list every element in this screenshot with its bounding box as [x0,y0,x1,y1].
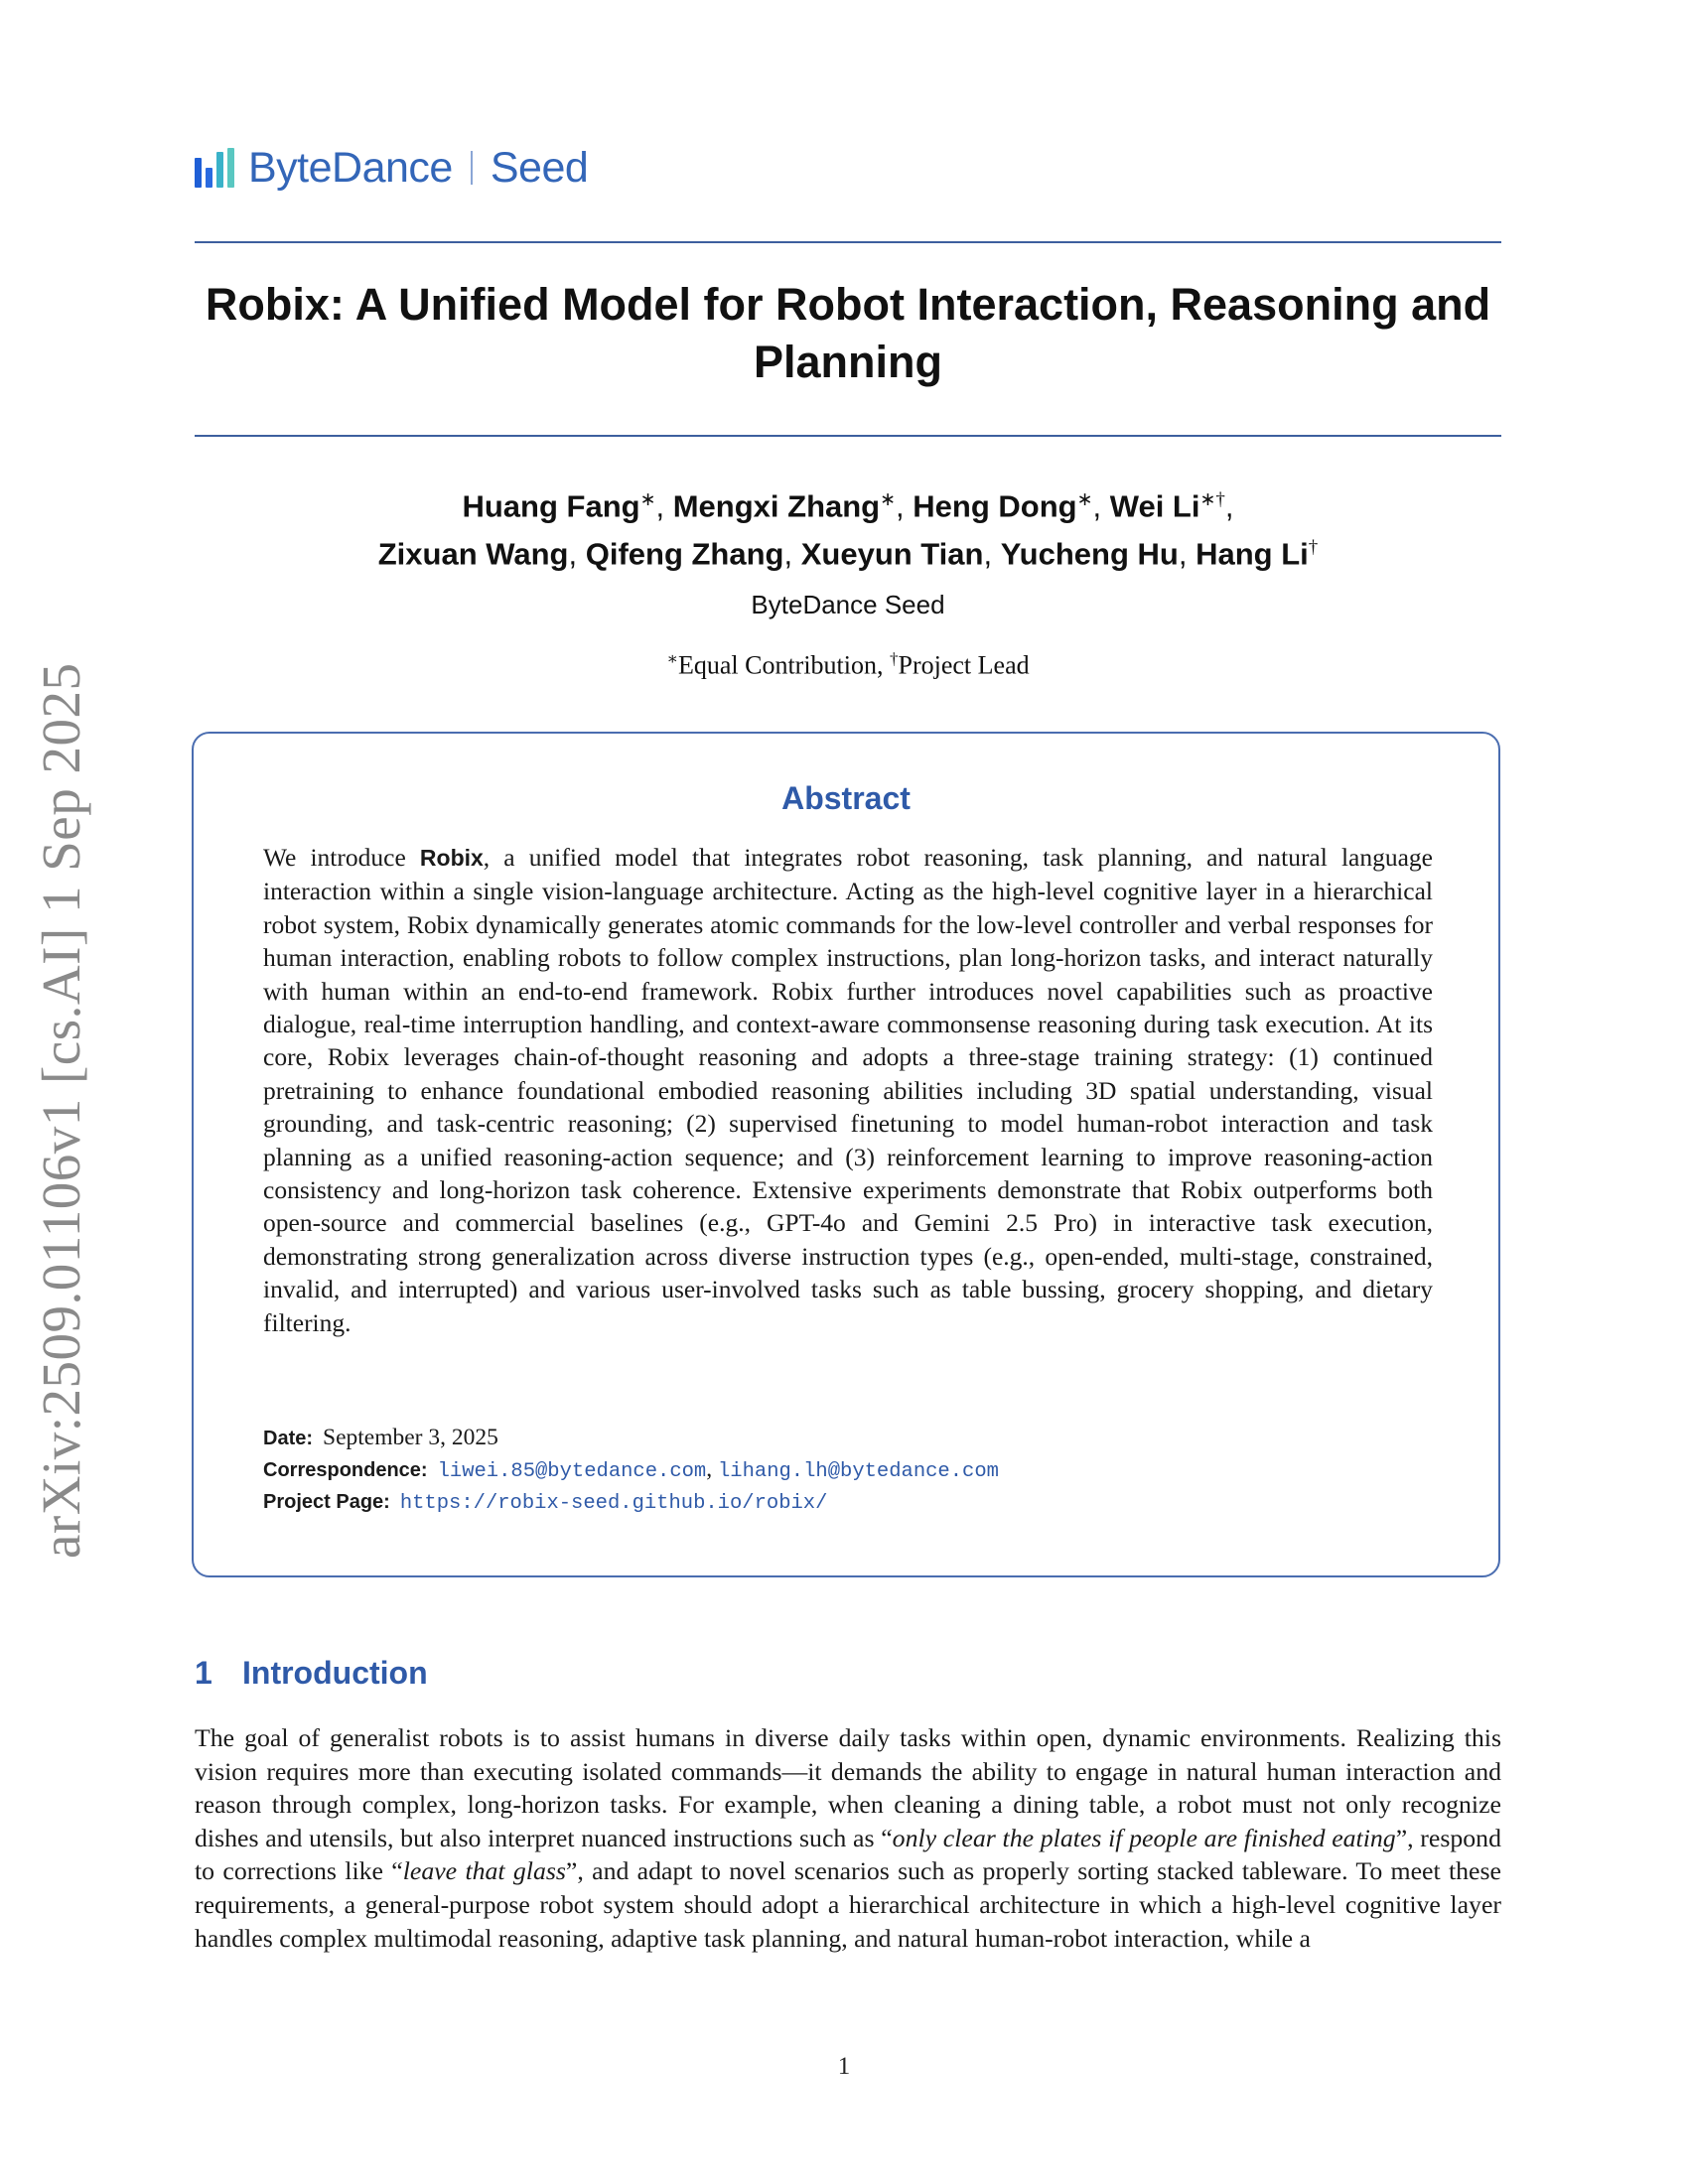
author: Wei Li [1109,488,1200,524]
contribution-note: ∗Equal Contribution, †Project Lead [666,649,1030,680]
affiliation: ByteDance Seed [751,590,945,619]
author-list [195,479,1501,576]
author: Zixuan Wang [377,536,569,572]
author-line-1: Huang Fang∗, Mengxi Zhang∗, Heng Dong∗, Wei Li∗†, [462,488,1234,524]
author: Mengxi Zhang [672,488,881,524]
project-page-link[interactable]: https://robix-seed.github.io/robix/ [399,1492,828,1515]
paper-title: Robix: A Unified Model for Robot Interaction, Reasoning and Planning [205,279,1491,387]
author-mark: ∗ [639,489,656,510]
author: Hang Li [1196,536,1309,572]
section-number: 1 [195,1655,212,1691]
date-row: Date: September 3, 2025 [263,1425,498,1450]
correspondence-row: Correspondence: liwei.85@bytedance.com, lihang.lh@bytedance.com [263,1456,999,1483]
author: Huang Fang [462,488,640,524]
logo-divider [471,151,473,185]
page-number: 1 [837,2053,851,2080]
logo-product: Seed [490,143,589,192]
bytedance-seed-logo [195,145,588,191]
author: Xueyun Tian [800,536,984,572]
title-bottom-rule [195,435,1501,437]
author-line-2: Zixuan Wang, Qifeng Zhang, Xueyun Tian, Yucheng Hu, Hang Li† [377,536,1319,572]
title-top-rule [195,241,1501,243]
abstract-text: We introduce Robix, a unified model that integrates robot reasoning, task planning, and natural language interaction within a single vision-language architecture. Acting as the high-level cognitive layer in a hierarchical robot system, Robix dynamically generates atomic commands for the low-level controller and verbal responses for human interaction, enabling robots to follow complex instructions, plan long-horizon tasks, and interact naturally with human within an end-to-end framework. Robix further introduces novel capabilities such as proactive dialogue, real-time interruption handling, and context-aware commonsense reasoning during task execution. At its core, Robix leverages chain-of-thought reasoning and adopts a three-stage training strategy: (1) continued pretraining to enhance foundational embodied reasoning abilities including 3D spatial understanding, visual grounding, and task-centric reasoning; (2) supervised finetuning to model human-robot interaction and task planning as a unified reasoning-action sequence; and (3) reinforcement learning to improve reasoning-action consistency and long-horizon task coherence. Extensive experiments demonstrate that Robix outperforms both open-source and commercial baselines (e.g., GPT-4o and Gemini 2.5 Pro) in interactive task execution, demonstrating strong generalization across diverse instruction types (e.g., open-ended, multi-stage, constrained, invalid, and interrupted) and various user-involved tasks such as table bussing, grocery shopping, and dietary filtering. [263,843,1433,1337]
author-mark: ∗ [880,489,897,510]
bytedance-logo-icon [195,148,234,188]
email-link[interactable]: liwei.85@bytedance.com [437,1460,707,1483]
section-heading [195,1655,428,1692]
date-value: September 3, 2025 [323,1425,498,1450]
section-title: Introduction [242,1655,428,1691]
author-mark: † [1308,537,1319,559]
author: Heng Dong [913,488,1077,524]
arxiv-stamp: arXiv:2509.01106v1 [cs.AI] 1 Sep 2025 [31,662,91,1559]
abstract-box [192,732,1500,1577]
logo-brand: ByteDance [248,143,453,192]
intro-paragraph: The goal of generalist robots is to assist humans in diverse daily tasks within open, dynamic environments. Realizing this vision requires more than executing isolated commands—it demands the ability to engage in natural human interaction and reason through complex, long-horizon tasks. For example, when cleaning a dining table, a robot must not only recognize dishes and utensils, but also interpret nuanced instructions such as “only clear the plates if people are finished eating”, respond to corrections like “leave that glass”, and adapt to novel scenarios such as properly sorting stacked tableware. To meet these requirements, a general-purpose robot system should adopt a hierarchical architecture in which a high-level cognitive layer handles complex multimodal reasoning, adaptive task planning, and natural human-robot interaction, while a [195,1723,1501,1953]
author-mark: ∗† [1199,489,1225,510]
email-link[interactable]: lihang.lh@bytedance.com [718,1460,999,1483]
model-name: Robix [419,845,484,871]
project-page-row: Project Page: https://robix-seed.github.io/robix/ [263,1491,828,1515]
author: Qifeng Zhang [585,536,784,572]
abstract-heading: Abstract [781,780,911,816]
author: Yucheng Hu [1000,536,1179,572]
author-mark: ∗ [1076,489,1093,510]
